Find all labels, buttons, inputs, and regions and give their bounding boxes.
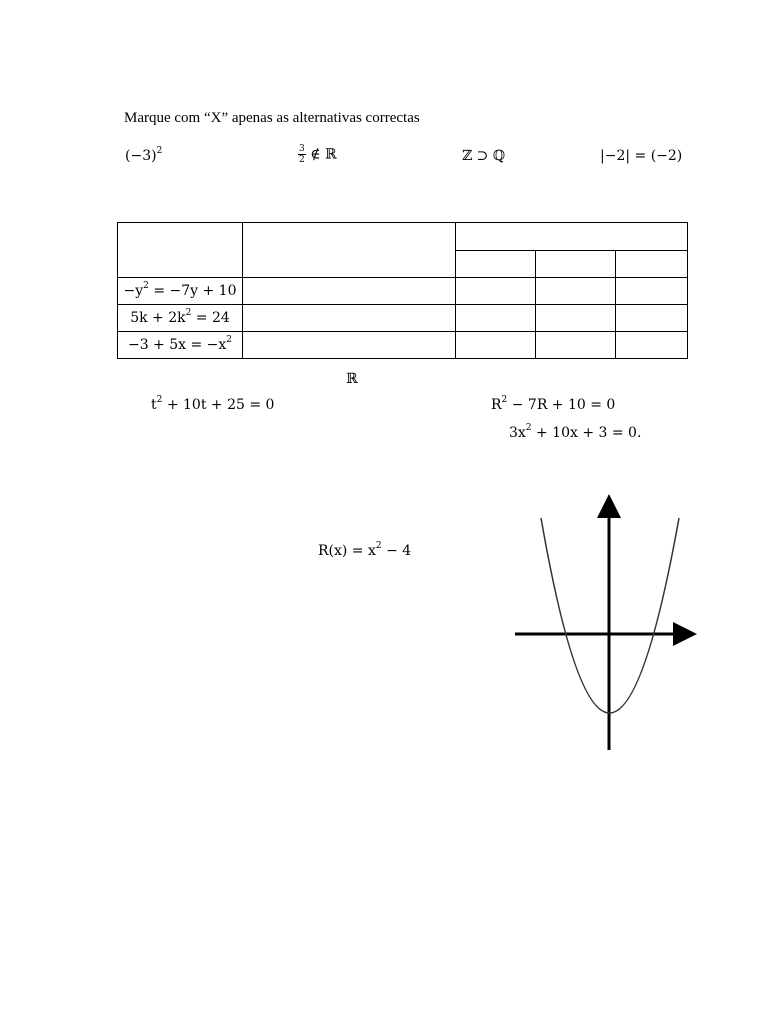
equation-x: $3x^2 + 10x + 3 = 0$. <box>509 423 642 441</box>
equation-cell: $-y^2 = -7y + 10$ <box>118 278 243 305</box>
equation-cell: $-3 + 5x = -x^2$ <box>118 332 243 359</box>
check-cell[interactable] <box>456 278 536 305</box>
header-cell-group <box>456 223 688 251</box>
check-cell[interactable] <box>456 305 536 332</box>
option-2-numerator: 3 <box>299 144 305 154</box>
option-1 <box>125 148 162 164</box>
check-cell[interactable] <box>616 332 688 359</box>
equation-t: $t^2 + 10t + 25 = 0$ <box>151 395 275 413</box>
table-row <box>118 332 688 359</box>
check-cell[interactable] <box>536 278 616 305</box>
option-2-relation: ∉ ℝ <box>310 146 337 163</box>
check-cell[interactable] <box>616 305 688 332</box>
subheader-cell-1 <box>456 250 536 278</box>
option-2 <box>298 144 337 165</box>
check-cell[interactable] <box>536 305 616 332</box>
option-4: |−2| = (−2) <box>600 148 683 164</box>
instruction-text: Marque com “X” apenas as alternativas correctas <box>124 110 420 126</box>
table-header-row <box>118 223 688 251</box>
function-definition: $R(x) = x^2 - 4$ <box>318 541 412 559</box>
header-cell-equation <box>118 223 243 278</box>
answer-cell[interactable] <box>243 278 456 305</box>
check-cell[interactable] <box>616 278 688 305</box>
answer-cell[interactable] <box>243 305 456 332</box>
subheader-cell-2 <box>536 250 616 278</box>
answer-cell[interactable] <box>243 332 456 359</box>
table-row <box>118 278 688 305</box>
check-cell[interactable] <box>536 332 616 359</box>
real-numbers-symbol: ℝ <box>346 371 358 387</box>
subheader-cell-3 <box>616 250 688 278</box>
option-2-denominator: 2 <box>299 155 305 165</box>
option-3: ℤ ⊃ ℚ <box>462 148 506 164</box>
parabola-graph <box>505 488 705 758</box>
option-1-base: (−3) <box>125 148 157 164</box>
equations-table <box>117 222 688 359</box>
option-1-exponent: 2 <box>156 146 163 157</box>
equation-cell: $5k + 2k^2 = 24$ <box>118 305 243 332</box>
check-cell[interactable] <box>456 332 536 359</box>
header-cell-description <box>243 223 456 278</box>
equation-r: $R^2 - 7R + 10 = 0$ <box>491 395 616 413</box>
table-row <box>118 305 688 332</box>
option-2-fraction <box>298 144 306 165</box>
